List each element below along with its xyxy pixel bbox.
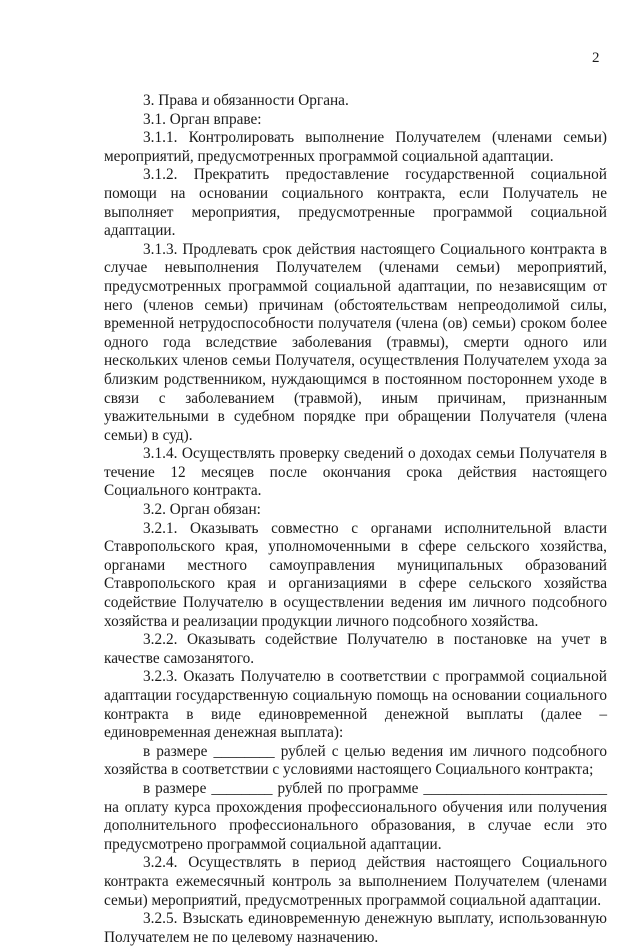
paragraph: 3.2.3. Оказать Получателю в соответствии с программой социальной адаптации государственную социальную помощь на основании социального контракта в виде единовременной денежной выплаты (далее – единовременная денежная выплата): (104, 668, 607, 742)
paragraph: 3.1.3. Продлевать срок действия настоящего Социального контракта в случае невыполнения Получателем (членами семьи) мероприятий, предусмотренных программой социальной адаптации, по независящим от него (членов семьи) причинам (обстоятельствам непреодолимой силы, временной нетрудоспособности получателя (члена (ов) семьи) сроком более одного года вследствие заболевания (травмы), смерти одного или нескольких членов семьи Получателя, осуществления Получателем ухода за близким родственником, нуждающимся в постоянном постороннем уходе в связи с заболеванием (травмой), иным причинам, признанным уважительными в судебном порядке при обращении Получателя (члена семьи) в суд). (104, 240, 607, 444)
paragraph: 3.1. Орган вправе: (143, 110, 262, 128)
paragraph: 3.2.2. Оказывать содействие Получателю в постановке на учет в качестве самозанятого. (104, 631, 607, 667)
paragraph: 3.2.4. Осуществлять в период действия настоящего Социального контракта ежемесячный контроль за выполнением Получателем (членами семьи) мероприятий, предусмотренных программой социальной адаптации. (104, 854, 607, 909)
paragraph: 3.2.1. Оказывать совместно с органами исполнительной власти Ставропольского края, уполномоченными в сфере сельского хозяйства, органами местного самоуправления муниципальных образований Ставропольского края и организациями в сфере сельского хозяйства содействие Получателю в осуществлении ведения им личного подсобного хозяйства и реализации продукции личного подсобного хозяйства. (104, 519, 607, 630)
paragraph: в размере ________ рублей по программе ________________________ на оплату курса прохождения профессионального обучения или получения дополнительного профессионального образования, в случае если это предусмотрено программой социальной адаптации. (104, 779, 607, 853)
paragraph: 3.1.4. Осуществлять проверку сведений о доходах семьи Получателя в течение 12 месяцев после окончания срока действия настоящего Социального контракта. (104, 445, 607, 500)
page-number: 2 (592, 50, 600, 66)
section-heading: 3. Права и обязанности Органа. (143, 92, 349, 109)
paragraph: 3.1.2. Прекратить предоставление государственной социальной помощи на основании социального контракта, если Получатель не выполняет мероприятия, предусмотренные программой социальной адаптации. (104, 166, 607, 240)
paragraph: 3.1.1. Контролировать выполнение Получателем (членами семьи) мероприятий, предусмотренных программой социальной адаптации. (104, 129, 607, 165)
paragraph: в размере ________ рублей с целью ведения им личного подсобного хозяйства в соответствии с условиями настоящего Социального контракта; (104, 742, 607, 779)
paragraph: 3.2.5. Взыскать единовременную денежную выплату, использованную Получателем не по целевому назначению. (104, 910, 607, 946)
paragraph: 3.2. Орган обязан: (143, 501, 261, 519)
document-body (104, 92, 607, 947)
